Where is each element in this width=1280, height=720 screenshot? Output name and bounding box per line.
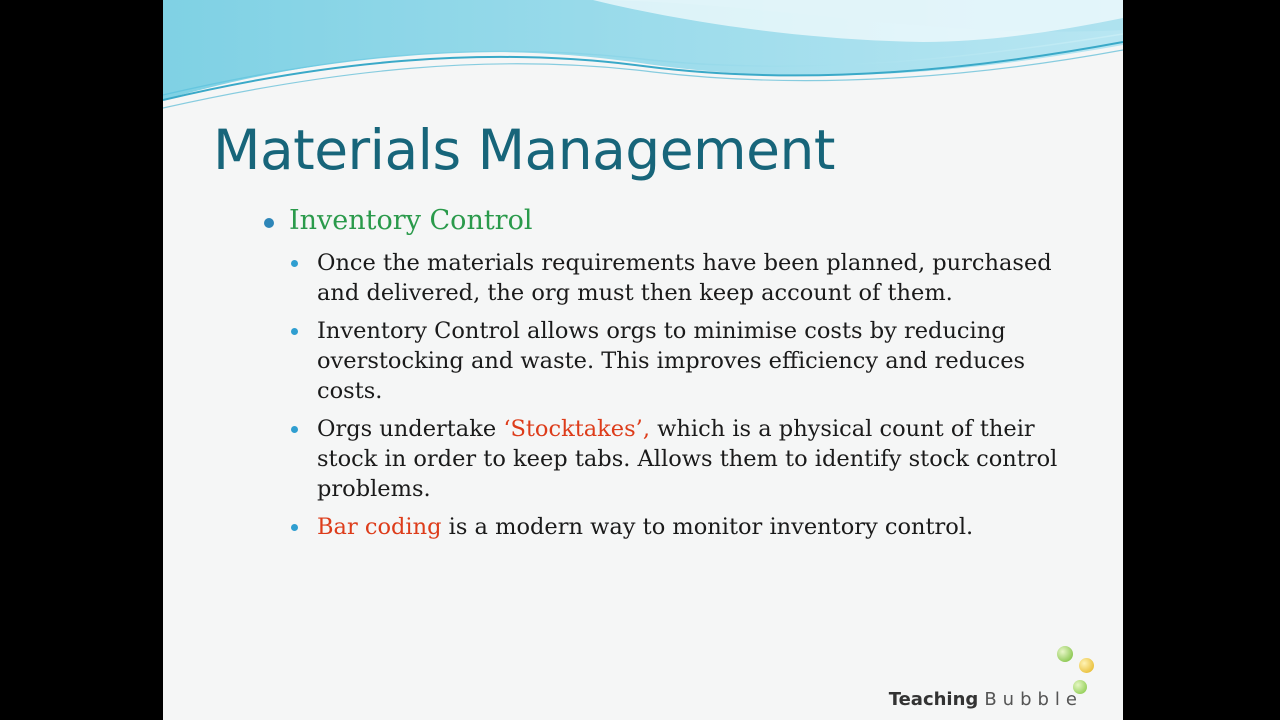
bullet-list: [317, 248, 1077, 550]
topic-heading: [289, 205, 532, 236]
highlighted-term: Bar coding: [317, 514, 442, 540]
topic-label: Inventory Control: [289, 205, 533, 236]
slide: [163, 0, 1123, 720]
bullet-text: Orgs undertake: [317, 416, 504, 442]
bullet-icon: [291, 426, 298, 433]
bullet-item: [317, 512, 1077, 542]
bullet-text: which is a physical count of their stock in order to keep tabs. Allows them to identify stock control problems.: [317, 416, 1058, 502]
bullet-icon: [291, 524, 298, 531]
highlighted-term: ‘Stocktakes’,: [503, 416, 650, 442]
brand-word-teaching: Teaching: [888, 689, 979, 710]
slide-title: Materials Management: [213, 118, 835, 182]
topic-bullet-icon: [264, 218, 274, 228]
bullet-item: [317, 414, 1077, 504]
yellow-bubble-icon: [1079, 658, 1094, 673]
bullet-icon: [291, 260, 298, 267]
slide-content: [163, 0, 1123, 720]
bullet-text: Inventory Control allows orgs to minimise costs by reducing overstocking and waste. This improves efficiency and reduces costs.: [317, 318, 1026, 404]
bullet-text: Once the materials requirements have been planned, purchased and delivered, the org must then keep account of them.: [317, 250, 1052, 306]
bullet-item: [317, 316, 1077, 406]
bullet-item: [317, 248, 1077, 308]
brand-word-bubble: Bubble: [984, 689, 1083, 710]
bullet-text: is a modern way to monitor inventory control.: [441, 514, 974, 540]
brand-logo: [889, 689, 1083, 710]
green-bubble-icon: [1057, 646, 1073, 662]
bullet-icon: [291, 328, 298, 335]
